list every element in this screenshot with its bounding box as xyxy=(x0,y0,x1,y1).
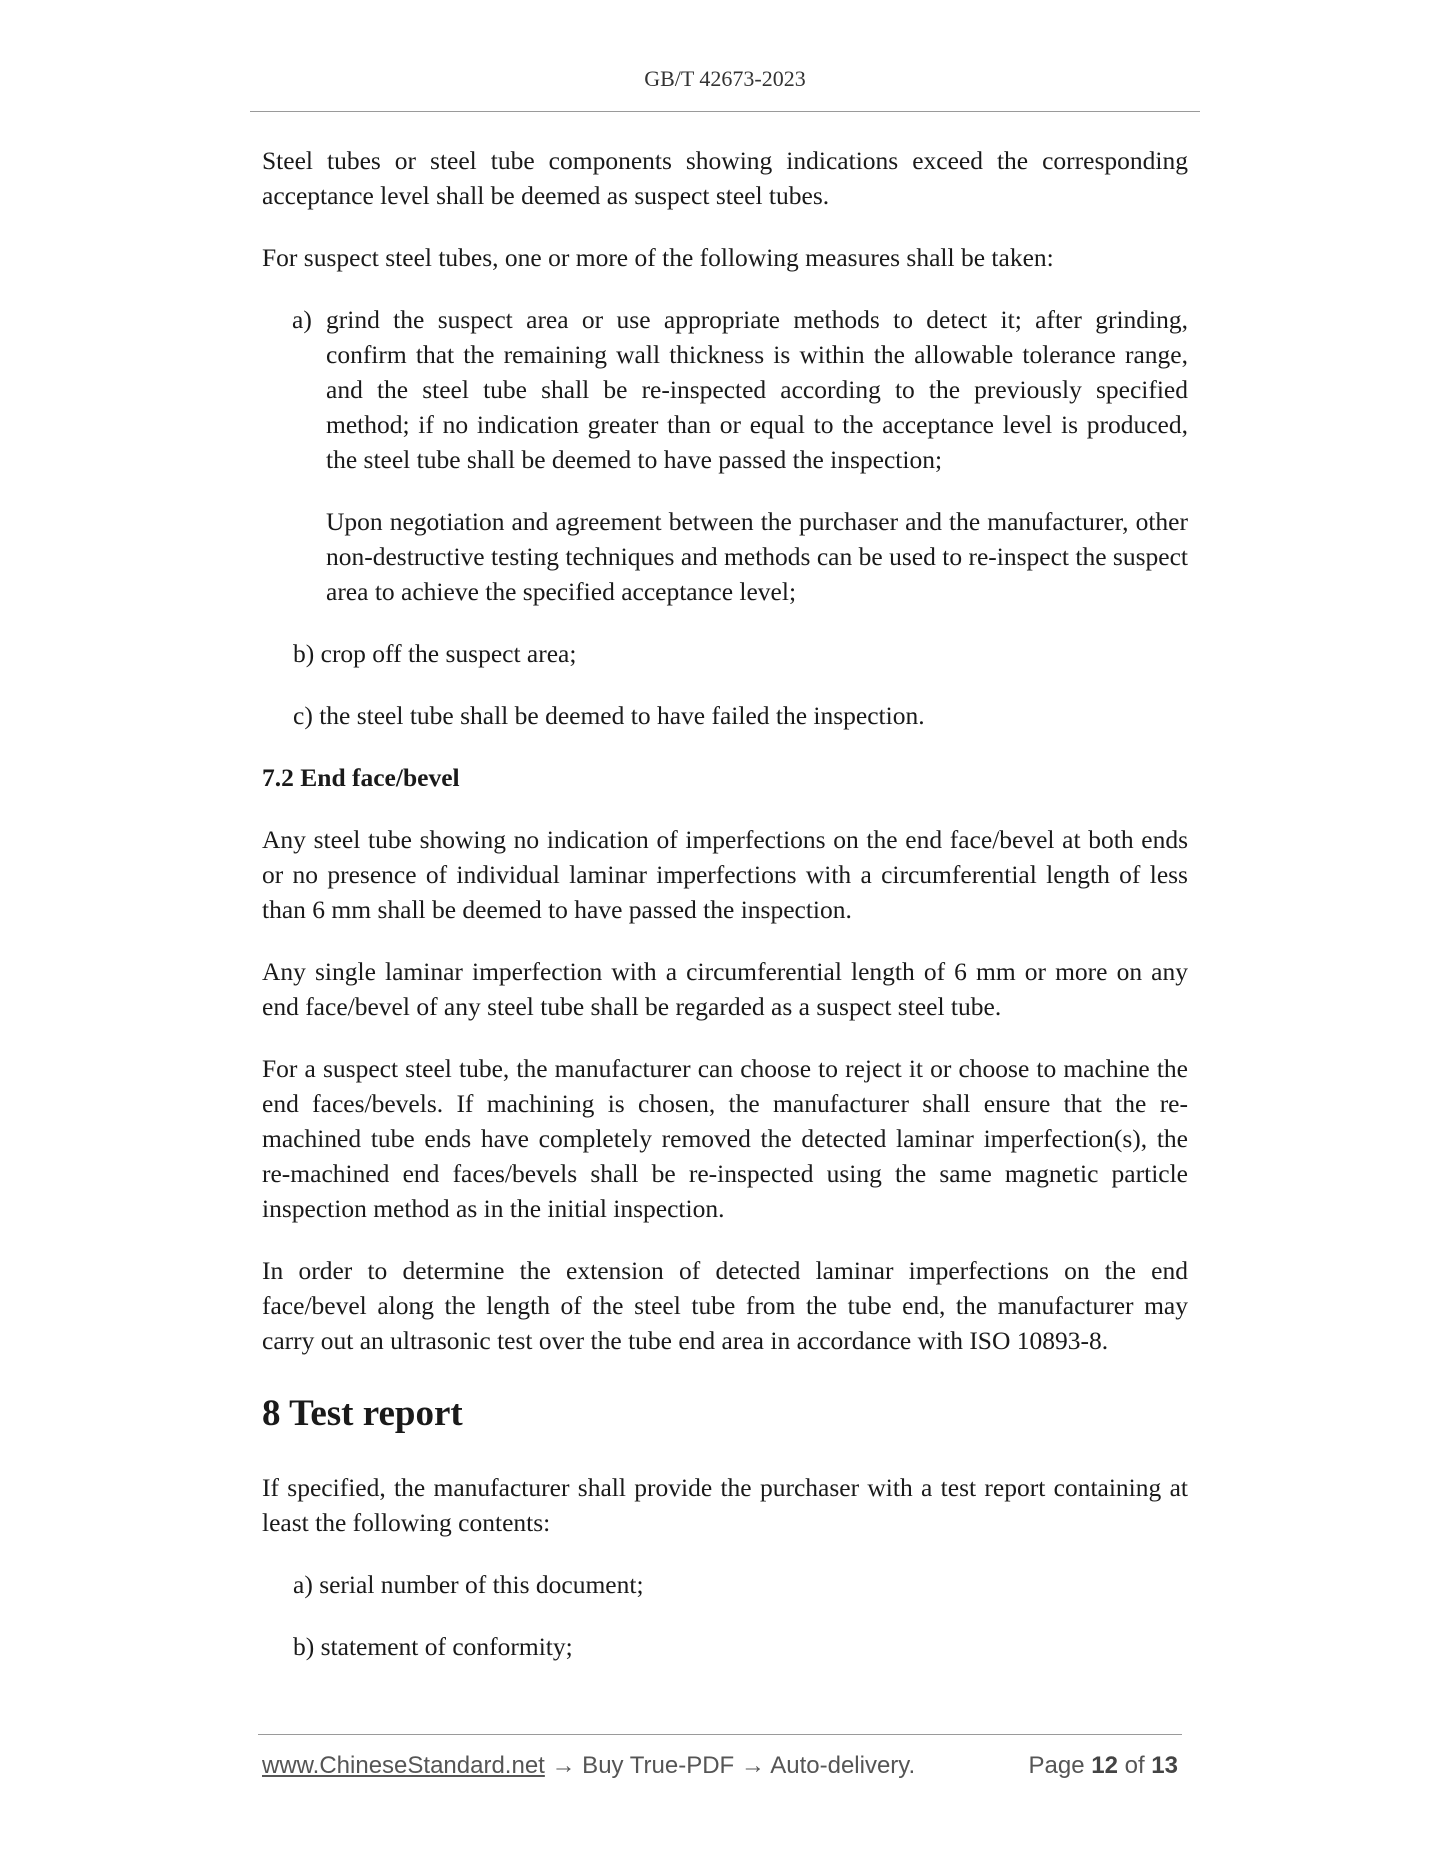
list-item-measure-a xyxy=(262,302,1188,477)
list-item-measure-b xyxy=(262,636,1188,671)
page-footer xyxy=(262,1752,1182,1780)
paragraph-7-2-2: Any single laminar imperfection with a circumferential length of 6 mm or more on any end face/bevel of any steel tube shall be regarded as a suspect steel tube. xyxy=(262,957,1188,1021)
page-indicator xyxy=(1029,1752,1179,1780)
section-heading-8: 8 Test report xyxy=(262,1393,463,1434)
list-label: b) xyxy=(293,639,315,668)
list-label: b) xyxy=(293,1632,315,1661)
list-item-report-b xyxy=(262,1629,1188,1664)
paragraph-suspect-definition: Steel tubes or steel tube components showing indications exceed the corresponding acceptance level shall be deemed as suspect steel tubes. xyxy=(262,146,1188,210)
header-divider xyxy=(250,111,1200,112)
list-item-measure-c xyxy=(262,698,1188,733)
list-label: a) xyxy=(293,1570,313,1599)
of-label: of xyxy=(1124,1752,1145,1779)
paragraph-7-2-4: In order to determine the extension of detected laminar imperfections on the end face/bevel along the length of the steel tube from the tube end, the manufacturer may carry out an ultrasonic test over the tube end area in accordance with ISO 10893-8. xyxy=(262,1256,1188,1355)
list-text: the steel tube shall be deemed to have failed the inspection. xyxy=(319,701,925,730)
page-current: 12 xyxy=(1091,1752,1118,1779)
list-text: crop off the suspect area; xyxy=(320,639,577,668)
section-heading-7-2: 7.2 End face/bevel xyxy=(262,763,460,792)
page-label: Page xyxy=(1028,1752,1085,1779)
list-text: serial number of this document; xyxy=(319,1570,644,1599)
page-total: 13 xyxy=(1151,1752,1178,1779)
list-label: a) xyxy=(292,305,312,334)
paragraph-7-2-1: Any steel tube showing no indication of imperfections on the end face/bevel at both ends or no presence of individual laminar imperfections with a circumferential length of less than 6 mm shall be deemed to have passed the inspection. xyxy=(262,825,1188,924)
website-link[interactable]: www.ChineseStandard.net xyxy=(262,1752,545,1779)
running-header: GB/T 42673-2023 xyxy=(644,66,806,91)
paragraph-measure-a-note: Upon negotiation and agreement between the purchaser and the manufacturer, other non-destructive testing techniques and methods can be used to re-inspect the suspect area to achieve the specified acceptance level; xyxy=(326,507,1188,606)
page-body xyxy=(262,143,1188,1664)
paragraph-8-intro: If specified, the manufacturer shall provide the purchaser with a test report containing at least the following contents: xyxy=(262,1473,1188,1537)
list-item-report-a xyxy=(262,1567,1188,1602)
list-label: c) xyxy=(293,701,313,730)
promo-text: → Buy True-PDF → Auto-delivery. xyxy=(544,1752,916,1779)
paragraph-measures-intro: For suspect steel tubes, one or more of the following measures shall be taken: xyxy=(262,243,1054,272)
list-text: grind the suspect area or use appropriate methods to detect it; after grinding, confirm that the remaining wall thickness is within the allowable tolerance range, and the steel tube shall be re-inspected according to the previously specified method; if no indication greater than or equal to the acceptance level is produced, the steel tube shall be deemed to have passed the inspection; xyxy=(326,305,1188,474)
footer-divider xyxy=(258,1734,1182,1735)
list-text: statement of conformity; xyxy=(320,1632,573,1661)
paragraph-7-2-3: For a suspect steel tube, the manufacturer can choose to reject it or choose to machine the end faces/bevels. If machining is chosen, the manufacturer shall ensure that the re-machined tube ends have completely removed the detected laminar imperfection(s), the re-machined end faces/bevels shall be re-inspected using the same magnetic particle inspection method as in the initial inspection. xyxy=(262,1054,1188,1223)
